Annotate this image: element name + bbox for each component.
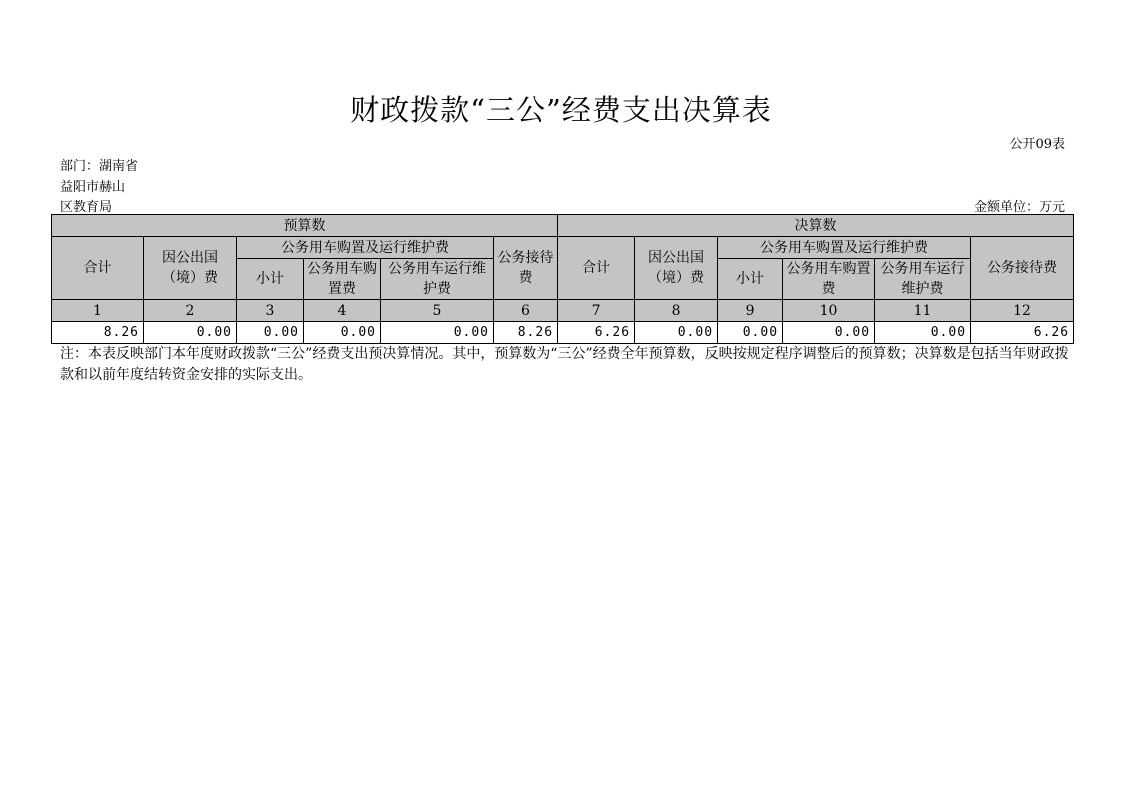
data-row: [52, 322, 1074, 344]
final-abroad-value: 0.00: [635, 322, 718, 344]
column-number: 5: [381, 300, 494, 322]
amount-unit: 金额单位：万元: [973, 200, 1065, 215]
form-number: 公开09表: [1009, 137, 1065, 152]
column-number: 8: [635, 300, 718, 322]
column-number: 7: [558, 300, 635, 322]
page-title: 财政拨款“三公”经费支出决算表: [350, 93, 772, 127]
budget-operation-header: 公务用车运行维护费: [381, 259, 494, 300]
department-label-line3: 区教育局: [60, 200, 113, 215]
final-purchase-header: 公务用车购置费: [783, 259, 875, 300]
budget-total-header: 合计: [52, 237, 144, 300]
column-number: 9: [718, 300, 783, 322]
department-label-line2: 益阳市赫山: [60, 180, 126, 195]
group-header-row: [52, 215, 1074, 237]
budget-purchase-header: 公务用车购置费: [304, 259, 381, 300]
column-number: 6: [494, 300, 558, 322]
budget-vehicle-group-header: 公务用车购置及运行维护费: [237, 237, 494, 259]
column-number-row: [52, 300, 1074, 322]
budget-vehicle-subtotal-value: 0.00: [237, 322, 304, 344]
final-total-value: 6.26: [558, 322, 635, 344]
column-header-row: [52, 237, 1074, 259]
column-number: 12: [971, 300, 1074, 322]
column-number: 3: [237, 300, 304, 322]
budget-abroad-header: 因公出国（境）费: [144, 237, 237, 300]
budget-group-header: 预算数: [52, 215, 558, 237]
column-number: 4: [304, 300, 381, 322]
budget-abroad-value: 0.00: [144, 322, 237, 344]
budget-subtotal-header: 小计: [237, 259, 304, 300]
column-number: 2: [144, 300, 237, 322]
final-abroad-header: 因公出国（境）费: [635, 237, 718, 300]
three-public-expense-table: [51, 214, 1074, 344]
final-reception-header: 公务接待费: [971, 237, 1074, 300]
final-vehicle-group-header: 公务用车购置及运行维护费: [718, 237, 971, 259]
column-number: 11: [875, 300, 971, 322]
final-subtotal-header: 小计: [718, 259, 783, 300]
final-vehicle-operation-value: 0.00: [875, 322, 971, 344]
budget-total-value: 8.26: [52, 322, 144, 344]
budget-reception-header: 公务接待费: [494, 237, 558, 300]
column-number: 1: [52, 300, 144, 322]
budget-vehicle-purchase-value: 0.00: [304, 322, 381, 344]
column-number: 10: [783, 300, 875, 322]
budget-reception-value: 8.26: [494, 322, 558, 344]
budget-vehicle-operation-value: 0.00: [381, 322, 494, 344]
department-label-line1: 部门：湖南省: [60, 159, 139, 174]
final-group-header: 决算数: [558, 215, 1074, 237]
final-vehicle-subtotal-value: 0.00: [718, 322, 783, 344]
final-reception-value: 6.26: [971, 322, 1074, 344]
final-operation-header: 公务用车运行维护费: [875, 259, 971, 300]
final-total-header: 合计: [558, 237, 635, 300]
table-footnote: 注：本表反映部门本年度财政拨款“三公”经费支出预决算情况。其中，预算数为“三公”经费全年预算数，反映按规定程序调整后的预算数；决算数是包括当年财政拨款和以前年度结转资金安排的实际支出。: [60, 346, 1069, 383]
final-vehicle-purchase-value: 0.00: [783, 322, 875, 344]
